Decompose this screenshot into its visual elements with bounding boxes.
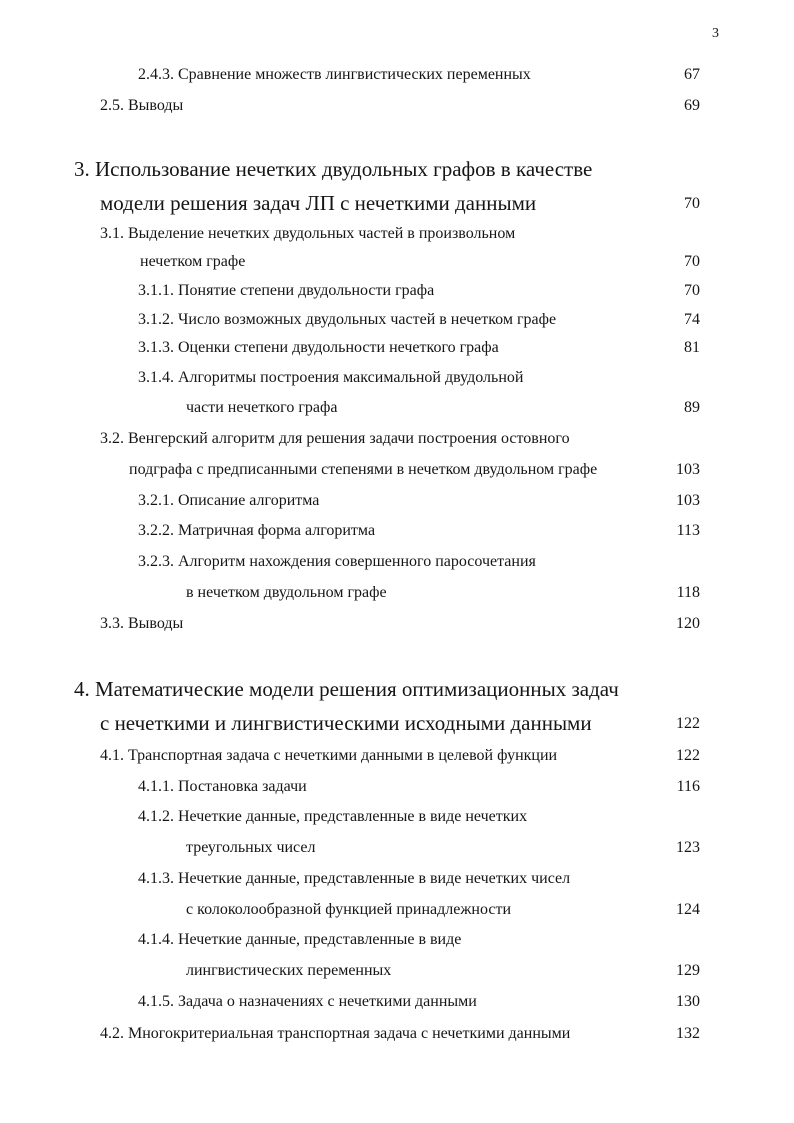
toc-entry-text: 3.2.2. Матричная форма алгоритма	[138, 522, 376, 539]
toc-entry	[0, 747, 794, 771]
toc-entry-page: 81	[684, 339, 700, 356]
toc-entry-text: 3.1. Выделение нечетких двудольных частей в произвольном	[100, 225, 516, 242]
toc-entry	[0, 282, 794, 306]
chapter-heading-text: 3. Использование нечетких двудольных графов в качестве	[74, 157, 593, 181]
toc-entry-text: 3.2.1. Описание алгоритма	[138, 492, 320, 509]
toc-entry-page: 118	[676, 584, 700, 601]
toc-entry	[0, 522, 794, 546]
toc-entry-page: 89	[684, 399, 700, 416]
toc-entry-page: 103	[676, 461, 700, 478]
toc-entry	[0, 993, 794, 1017]
chapter-heading	[0, 711, 794, 735]
toc-entry	[0, 492, 794, 516]
toc-entry-text: треугольных чисел	[186, 839, 316, 856]
toc-entry	[0, 311, 794, 335]
page-number: 3	[712, 26, 719, 41]
toc-entry-text: 3.3. Выводы	[100, 615, 184, 632]
toc-entry-page: 129	[676, 962, 700, 979]
toc-entry-text: 2.5. Выводы	[100, 97, 184, 114]
toc-entry-text: 2.4.3. Сравнение множеств лингвистических переменных	[138, 66, 531, 83]
chapter-heading	[0, 157, 794, 181]
toc-entry	[0, 399, 794, 423]
chapter-heading-text: с нечеткими и лингвистическими исходными данными	[100, 711, 592, 735]
toc-entry	[0, 339, 794, 363]
toc-entry-page: 120	[676, 615, 700, 632]
toc-entry	[0, 225, 794, 249]
toc-entry-page: 122	[676, 747, 700, 764]
toc-entry-text: 4.1.1. Постановка задачи	[138, 778, 307, 795]
chapter-heading-text: 4. Математические модели решения оптимизационных задач	[74, 677, 619, 701]
toc-entry-text: 4.1.3. Нечеткие данные, представленные в виде нечетких чисел	[138, 870, 571, 887]
toc-entry-page: 124	[676, 901, 700, 918]
toc-entry-text: 3.1.3. Оценки степени двудольности нечеткого графа	[138, 339, 499, 356]
toc-entry-text: лингвистических переменных	[186, 962, 392, 979]
toc-entry	[0, 962, 794, 986]
toc-entry	[0, 584, 794, 608]
toc-entry	[0, 253, 794, 277]
toc-entry-page: 74	[684, 311, 700, 328]
toc-entry	[0, 553, 794, 577]
toc-entry-text: 4.1.4. Нечеткие данные, представленные в виде	[138, 931, 462, 948]
chapter-heading	[0, 191, 794, 215]
toc-entry-text: 3.2. Венгерский алгоритм для решения задачи построения остовного	[100, 430, 570, 447]
toc-entry-text: 4.1. Транспортная задача с нечеткими данными в целевой функции	[100, 747, 558, 764]
toc-entry	[0, 901, 794, 925]
toc-entry	[0, 97, 794, 121]
toc-entry-text: 4.1.5. Задача о назначениях с нечеткими данными	[138, 993, 477, 1010]
toc-entry-page: 70	[684, 282, 700, 299]
toc-entry-text: 4.1.2. Нечеткие данные, представленные в виде нечетких	[138, 808, 528, 825]
toc-entry-text: 3.1.4. Алгоритмы построения максимальной двудольной	[138, 369, 524, 386]
toc-entry-text: в нечетком двудольном графе	[186, 584, 387, 601]
toc-entry-text: подграфа с предписанными степенями в нечетком двудольном графе	[129, 461, 598, 478]
toc-entry	[0, 615, 794, 639]
toc-entry	[0, 461, 794, 485]
toc-entry-page: 67	[684, 66, 700, 83]
toc-entry-page: 132	[676, 1025, 700, 1042]
toc-entry-page: 123	[676, 839, 700, 856]
toc-entry	[0, 1025, 794, 1049]
toc-entry-page: 70	[684, 195, 700, 212]
toc-entry-page: 122	[676, 715, 700, 732]
toc-entry	[0, 66, 794, 90]
toc-entry	[0, 870, 794, 894]
toc-entry-page: 116	[676, 778, 700, 795]
toc-entry-page: 69	[684, 97, 700, 114]
toc-entry-text: с колоколообразной функцией принадлежности	[186, 901, 512, 918]
toc-entry	[0, 931, 794, 955]
toc-entry	[0, 808, 794, 832]
toc-entry-text: 3.2.3. Алгоритм нахождения совершенного паросочетания	[138, 553, 536, 570]
toc-entry-text: 4.2. Многокритериальная транспортная задача с нечеткими данными	[100, 1025, 571, 1042]
toc-entry-text: нечетком графе	[140, 253, 246, 270]
toc-entry-text: 3.1.2. Число возможных двудольных частей в нечетком графе	[138, 311, 557, 328]
toc-entry	[0, 430, 794, 454]
toc-entry-text: 3.1.1. Понятие степени двудольности графа	[138, 282, 435, 299]
toc-entry-text: части нечеткого графа	[186, 399, 338, 416]
toc-entry	[0, 778, 794, 802]
toc-entry-page: 103	[676, 492, 700, 509]
toc-entry-page: 130	[676, 993, 700, 1010]
toc-entry	[0, 369, 794, 393]
toc-entry-page: 113	[676, 522, 700, 539]
toc-entry	[0, 839, 794, 863]
chapter-heading	[0, 677, 794, 701]
chapter-heading-text: модели решения задач ЛП с нечеткими данными	[100, 191, 537, 215]
toc-entry-page: 70	[684, 253, 700, 270]
